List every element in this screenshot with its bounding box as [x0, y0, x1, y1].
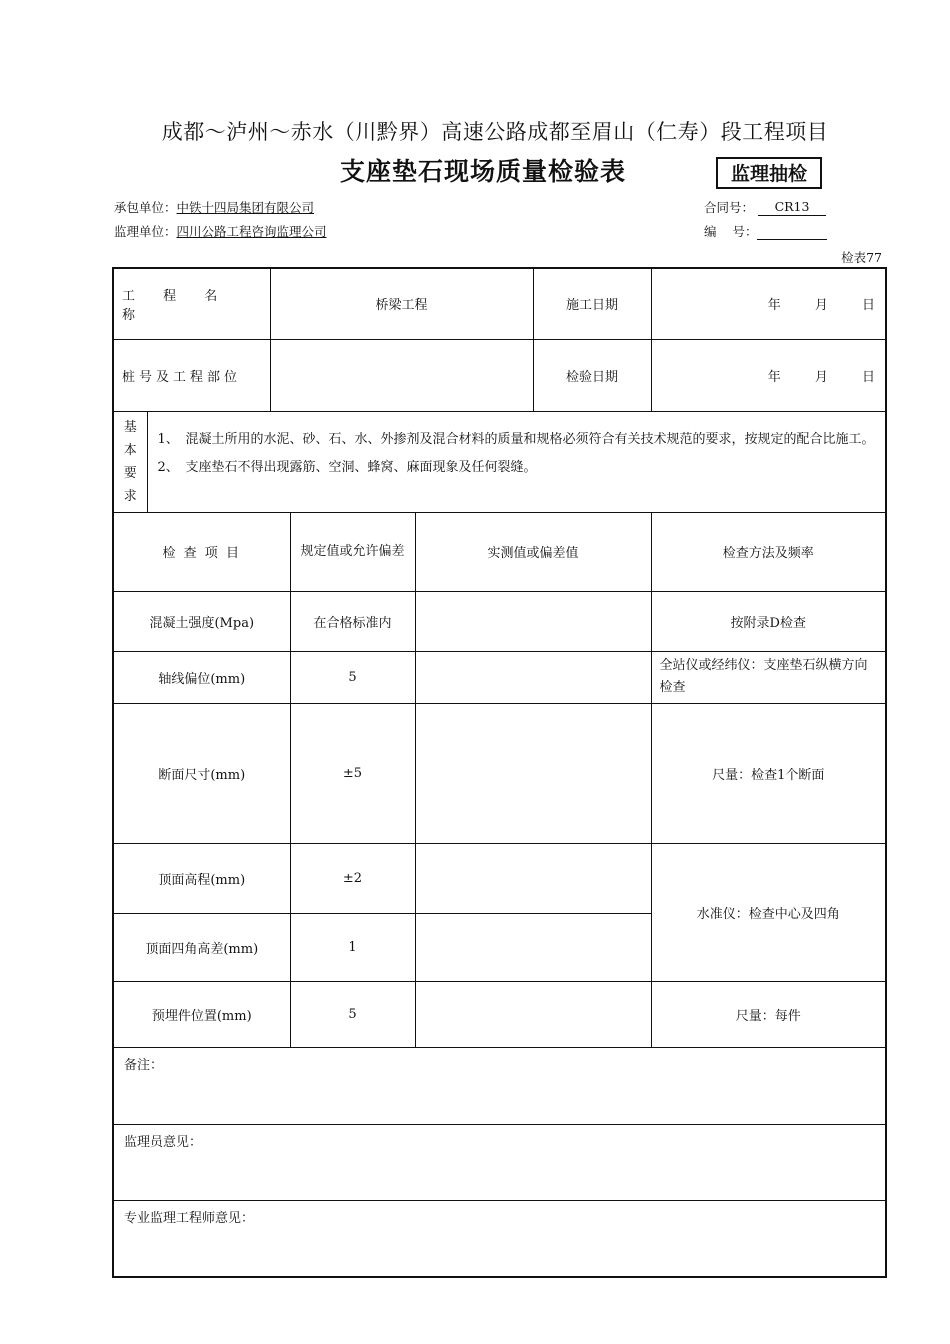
engineer-opinion-label: 专业监理工程师意见： [124, 1210, 255, 1226]
project-name-row [113, 268, 886, 339]
check-header-row [113, 512, 886, 591]
check-spec: 1 [290, 913, 415, 981]
check-item: 断面尺寸(mm) [113, 703, 290, 843]
check-row [113, 651, 886, 703]
requirement-item: 2、 支座垫石不得出现露筋、空洞、蜂窝、麻面现象及任何裂缝。 [157, 459, 537, 475]
remarks-row [113, 1047, 886, 1124]
supervisor-row [114, 222, 327, 240]
check-measured[interactable] [415, 703, 651, 843]
station-row [113, 339, 886, 411]
supervisor-name: 四川公路工程咨询监理公司 [176, 224, 327, 239]
check-item: 顶面高程(mm) [113, 843, 290, 913]
contract-no-row [704, 198, 826, 216]
check-measured[interactable] [415, 843, 651, 913]
header-check-item: 检 查 项 目 [113, 512, 290, 591]
check-item: 顶面四角高差(mm) [113, 913, 290, 981]
supervision-stamp: 监理抽检 [716, 157, 822, 189]
check-spec: ±5 [290, 703, 415, 843]
remarks-field[interactable] [113, 1047, 886, 1124]
station-label: 桩号及工程部位 [113, 339, 270, 411]
contractor-row [114, 198, 314, 216]
station-value[interactable] [270, 339, 533, 411]
form-number: 检表77 [841, 250, 882, 265]
serial-no-field[interactable] [757, 223, 827, 240]
supervisor-label: 监理单位： [114, 224, 177, 239]
check-measured[interactable] [415, 591, 651, 651]
inspection-date-value[interactable]: 年 月 日 [651, 339, 886, 411]
check-method: 按附录D检查 [651, 591, 886, 651]
check-row [113, 981, 886, 1047]
inspection-form [112, 267, 887, 1278]
check-row [113, 703, 886, 843]
project-title: 成都～泸州～赤水（川黔界）高速公路成都至眉山（仁寿）段工程项目 [161, 120, 829, 144]
serial-no-label: 编 号： [704, 224, 758, 239]
check-spec: 5 [290, 651, 415, 703]
contract-no-label: 合同号： [704, 200, 755, 215]
contractor-name: 中铁十四局集团有限公司 [176, 200, 315, 215]
engineer-opinion-row [113, 1200, 886, 1277]
requirements-label: 基 本 要 求 [113, 411, 147, 512]
requirement-item: 1、 混凝土所用的水泥、砂、石、水、外掺剂及混合材料的质量和规格必须符合有关技术规范的要求，按规定的配合比施工。 [157, 431, 875, 447]
serial-no-row [704, 222, 827, 240]
check-measured[interactable] [415, 981, 651, 1047]
form-title: 支座垫石现场质量检验表 [340, 157, 627, 186]
requirements-row [113, 411, 886, 512]
header-measured: 实测值或偏差值 [415, 512, 651, 591]
contractor-label: 承包单位： [114, 200, 177, 215]
supervisor-opinion-field[interactable] [113, 1124, 886, 1200]
requirements-text [147, 411, 886, 512]
check-measured[interactable] [415, 651, 651, 703]
project-name-value[interactable]: 桥梁工程 [270, 268, 533, 339]
project-name-label: 工 程 名 称 [113, 268, 270, 339]
check-measured[interactable] [415, 913, 651, 981]
check-item: 混凝土强度(Mpa) [113, 591, 290, 651]
inspection-date-label: 检验日期 [533, 339, 651, 411]
check-row [113, 591, 886, 651]
construction-date-value[interactable]: 年 月 日 [651, 268, 886, 339]
check-spec: ±2 [290, 843, 415, 913]
check-method: 尺量：检查1个断面 [651, 703, 886, 843]
supervisor-opinion-label: 监理员意见： [124, 1134, 203, 1150]
supervisor-opinion-row [113, 1124, 886, 1200]
check-row [113, 843, 886, 913]
check-item: 轴线偏位(mm) [113, 651, 290, 703]
check-spec: 在合格标准内 [290, 591, 415, 651]
engineer-opinion-field[interactable] [113, 1200, 886, 1277]
header-spec: 规定值或允许偏差 [290, 512, 415, 591]
remarks-label: 备注： [124, 1057, 164, 1073]
check-item: 预埋件位置(mm) [113, 981, 290, 1047]
check-method: 尺量：每件 [651, 981, 886, 1047]
check-method: 水准仪：检查中心及四角 [651, 843, 886, 981]
check-spec: 5 [290, 981, 415, 1047]
check-method: 全站仪或经纬仪：支座垫石纵横方向检查 [651, 651, 886, 703]
construction-date-label: 施工日期 [533, 268, 651, 339]
contract-no-value: CR13 [758, 199, 826, 216]
header-method: 检查方法及频率 [651, 512, 886, 591]
